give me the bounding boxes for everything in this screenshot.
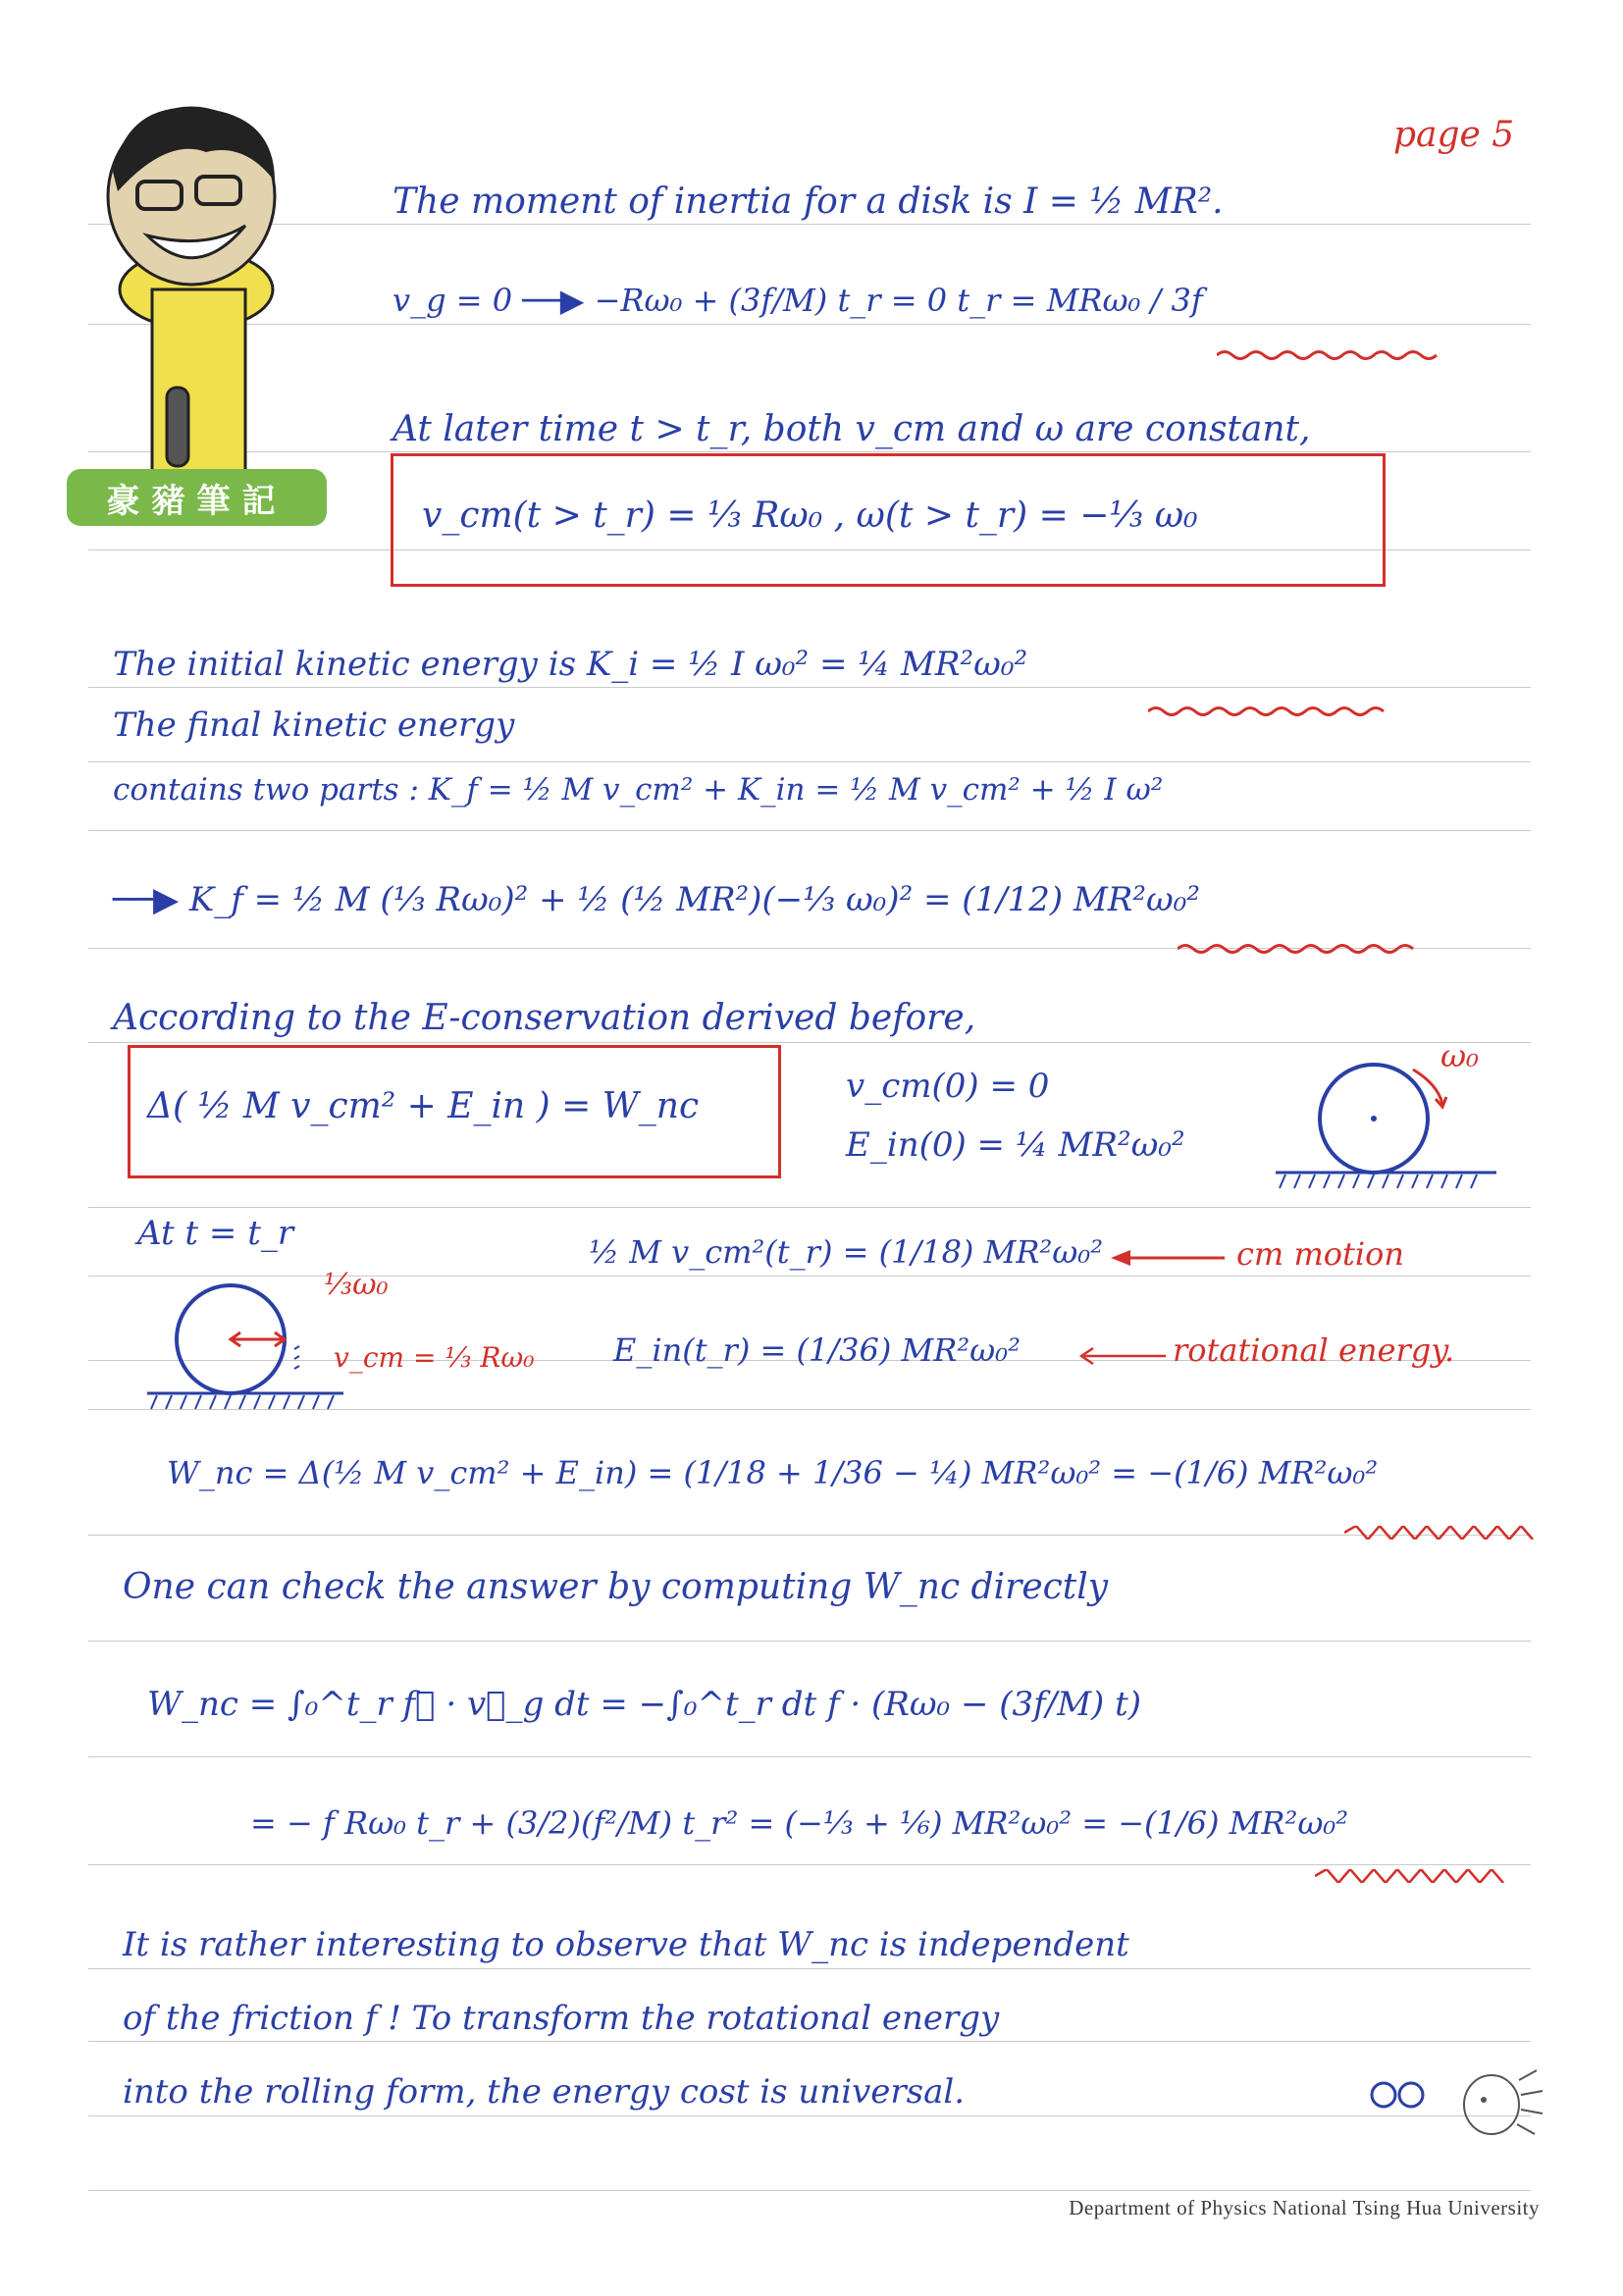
line-07: contains two parts : K_f = ½ M v_cm² + K_in = ½ M v_cm² + ½ I ω² (113, 772, 1164, 808)
line-21: into the rolling form, the energy cost is universal. (123, 2072, 966, 2112)
line-09: According to the E-conservation derived before, (113, 998, 976, 1038)
underline-ki (1148, 704, 1393, 718)
line-18: = − f Rω₀ t_r + (3/2)(f²/M) t_r² = (−⅓ + ⅙) MR²ω₀² = −(1/6) MR²ω₀² (250, 1804, 1349, 1842)
line-03: At later time t > t_r, both v_cm and ω are constant, (393, 409, 1311, 449)
conservation-box-text: Δ( ½ M v_cm² + E_in ) = W_nc (147, 1086, 700, 1126)
arrow-cm-motion (1109, 1248, 1227, 1268)
line-13a: ½ M v_cm²(t_r) = (1/18) MR²ω₀² (589, 1233, 1104, 1271)
underline-wnc (1344, 1526, 1541, 1539)
hedgehog-doodle (1354, 2041, 1550, 2159)
line-06: The final kinetic energy (113, 705, 515, 745)
disk-bottom-spin: ⅓ω₀ (324, 1268, 389, 1302)
line-14a: E_in(t_r) = (1/36) MR²ω₀² (613, 1331, 1021, 1369)
line-05: The initial kinetic energy is K_i = ½ I ω₀² = ¼ MR²ω₀² (113, 645, 1028, 684)
line-17: W_nc = ∫₀^t_r f⃗ · v⃗_g dt = −∫₀^t_r dt f · (Rω₀ − (3f/M) t) (147, 1685, 1142, 1724)
line-16: One can check the answer by computing W_nc directly (123, 1567, 1109, 1607)
underline-final (1315, 1869, 1511, 1883)
footer-institution: Department of Physics National Tsing Hua University (1069, 2196, 1540, 2219)
line-19: It is rather interesting to observe that W_nc is independent (123, 1925, 1129, 1964)
page-label: page 5 (1393, 115, 1515, 155)
line-01: The moment of inertia for a disk is I = ½ MR². (393, 182, 1224, 222)
line-02: v_g = 0 ──▶ −Rω₀ + (3f/M) t_r = 0 t_r = MRω₀ / 3f (393, 282, 1203, 319)
mascot-illustration (59, 93, 343, 486)
line-14b: rotational energy. (1173, 1331, 1455, 1369)
disk-bottom-vel: v_cm = ⅓ Rω₀ (334, 1341, 535, 1374)
arrow-rotational (1079, 1346, 1168, 1366)
underline-kf (1178, 942, 1423, 956)
line-15: W_nc = Δ(½ M v_cm² + E_in) = (1/18 + 1/36 − ¼) MR²ω₀² = −(1/6) MR²ω₀² (167, 1454, 1379, 1491)
line-08: ──▶ K_f = ½ M (⅓ Rω₀)² + ½ (½ MR²)(−⅓ ω₀)² = (1/12) MR²ω₀² (113, 880, 1201, 919)
badge-label: 豪豬筆記 (67, 469, 327, 526)
line-13b: cm motion (1236, 1235, 1405, 1273)
line-12: At t = t_r (137, 1214, 294, 1253)
underline-tr (1217, 348, 1442, 362)
line-11a: v_cm(0) = 0 (846, 1067, 1050, 1106)
disk-top-label: ω₀ (1440, 1037, 1479, 1074)
line-11b: E_in(0) = ¼ MR²ω₀² (846, 1125, 1185, 1165)
line-20: of the friction f ! To transform the rotational energy (123, 1999, 1000, 2038)
result-box-text: v_cm(t > t_r) = ⅓ Rω₀ , ω(t > t_r) = −⅓ ω₀ (422, 496, 1198, 536)
